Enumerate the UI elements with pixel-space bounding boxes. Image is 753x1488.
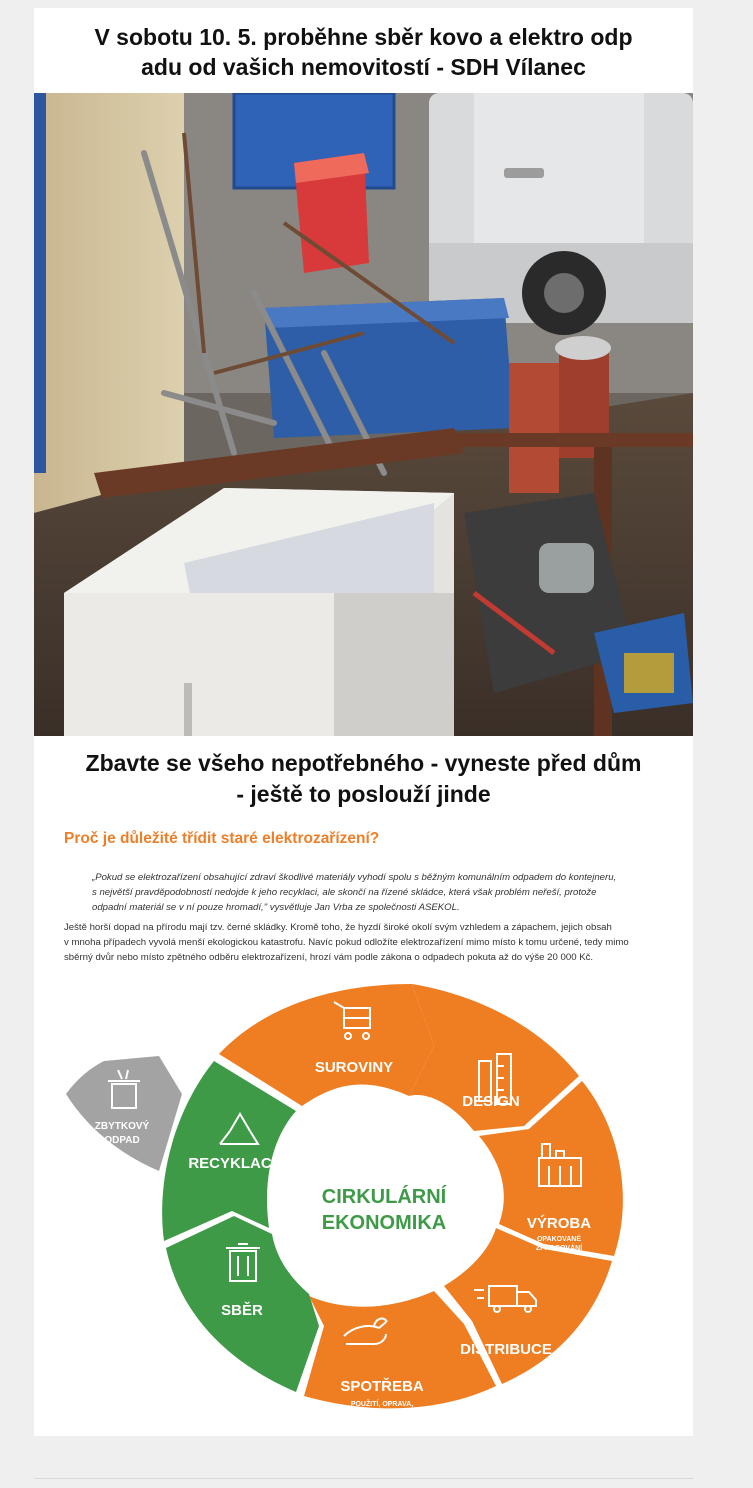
post-subtitle-line2: - ještě to poslouží jinde xyxy=(236,781,491,807)
infographic xyxy=(34,816,693,1436)
label-suroviny: SUROVINY xyxy=(314,1059,394,1076)
post-title-line1: V sobotu 10. 5. proběhne sběr kovo a elektro odp xyxy=(94,24,633,50)
para-line-2: v mnoha případech vyvolá menší ekologickou katastrofu. Navíc pokud odložíte elektrozařízení mimo místo k tomu určené, tedy mimo xyxy=(64,937,629,948)
label-recyklace: RECYKLACE xyxy=(188,1155,282,1172)
label-vyroba: VÝROBA xyxy=(526,1215,592,1232)
infographic-quote xyxy=(92,870,652,915)
label-zbytkovy-line2: ODPAD xyxy=(104,1135,140,1146)
label-spotreba: SPOTŘEBA xyxy=(340,1378,424,1395)
segment-zbytkovy-odpad xyxy=(66,1056,182,1171)
post-subtitle xyxy=(34,748,693,810)
center-label-line1: CIRKULÁRNÍ xyxy=(321,1186,447,1208)
post-subtitle-line1: Zbavte se všeho nepotřebného - vyneste před dům xyxy=(85,750,642,776)
center-label-line2: EKONOMIKA xyxy=(321,1212,447,1234)
label-vyroba-sub2: ZPRACOVÁNÍ xyxy=(535,1245,583,1252)
para-line-3: sběrný dvůr nebo místo zpětného odběru elektrozařízení, hrozí vám podle zákona o odpadech pokuta až do výše 20 000 Kč. xyxy=(64,952,594,963)
scrap-pile-photo xyxy=(34,93,693,736)
para-line-1: Ještě horší dopad na přírodu mají tzv. černé skládky. Kromě toho, že hyzdí široké okolí svým vzhledem a zápachem, jejich obsah xyxy=(64,922,612,933)
circular-economy-diagram xyxy=(34,966,693,1436)
post-title-line2: adu od vašich nemovitostí - SDH Vílanec xyxy=(141,54,586,80)
infographic-paragraph xyxy=(64,920,654,965)
label-sber: SBĚR xyxy=(221,1302,263,1319)
quote-line-3: odpadní materiál se v ní pouze hromadí," vysvětluje Jan Vrba ze společnosti ASEKOL. xyxy=(92,902,460,913)
infographic-heading: Proč je důležité třídit staré elektrozařízení? xyxy=(64,830,380,847)
quote-line-2: s největší pravděpodobností nedojde k jeho recyklaci, ale skončí na řízené skládce, která však problém neřeší, protože xyxy=(92,887,597,898)
label-spotreba-sub2: ZNOVUPOUŽITÍ xyxy=(355,1411,409,1418)
label-design: DESIGN xyxy=(462,1093,520,1110)
post-title[interactable] xyxy=(34,8,693,80)
bottom-divider xyxy=(34,1478,693,1479)
quote-line-1: „Pokud se elektrozařízení obsahující zdraví škodlivé materiály vyhodí spolu s běžným komunálním odpadem do kontejneru, xyxy=(92,872,617,883)
label-distribuce: DISTRIBUCE xyxy=(460,1341,552,1358)
label-zbytkovy-line1: ZBYTKOVÝ xyxy=(94,1121,150,1132)
label-spotreba-sub1: POUŽITÍ, OPRAVA, xyxy=(350,1401,414,1408)
post-card xyxy=(34,8,693,1436)
label-vyroba-sub1: OPAKOVANÉ xyxy=(536,1236,582,1243)
